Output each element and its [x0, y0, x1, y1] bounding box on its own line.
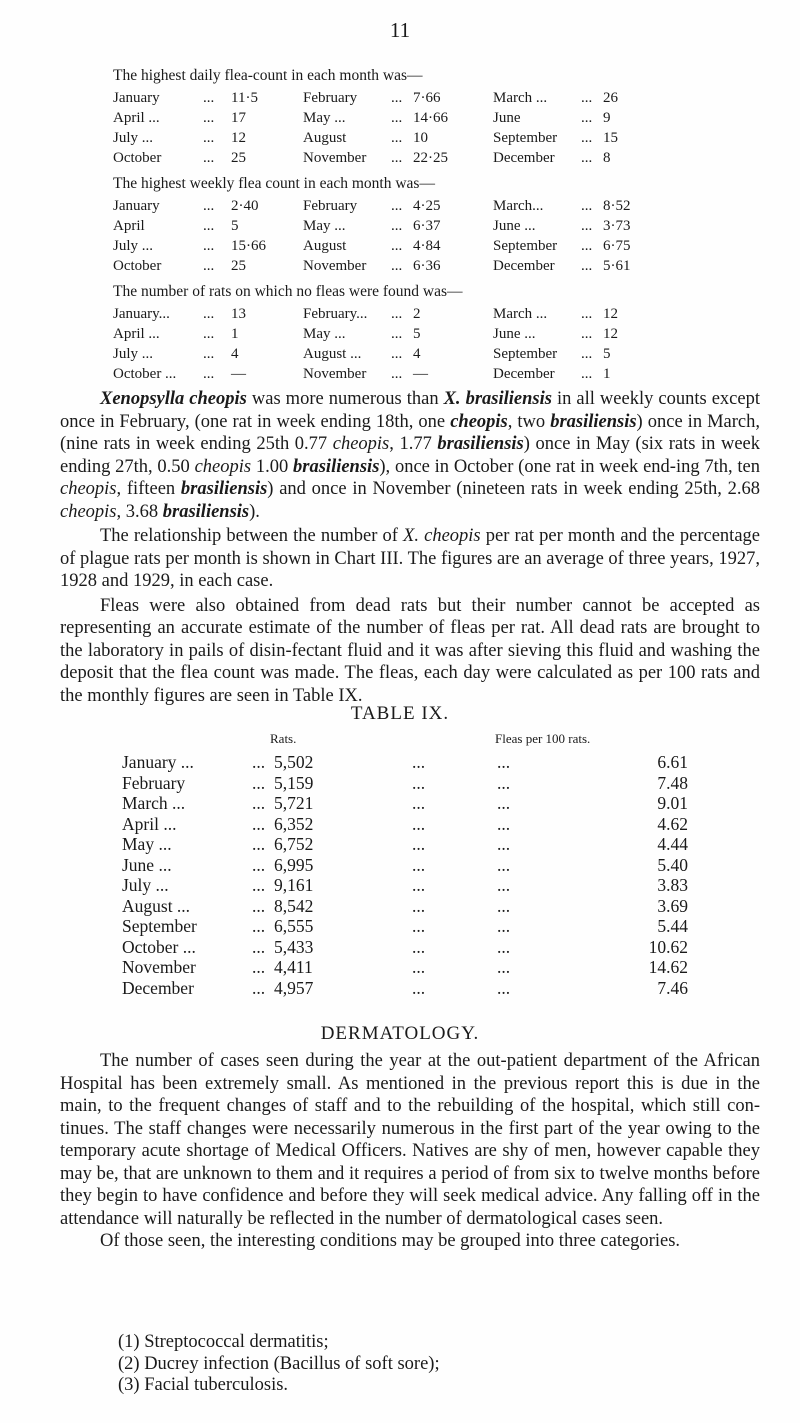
table-row [113, 90, 673, 110]
count-value: — [231, 366, 246, 382]
leader-dots: ... [252, 936, 266, 957]
table-row [122, 957, 722, 978]
table-row [122, 814, 722, 835]
table-row [122, 855, 722, 876]
leader-dots: ... [252, 772, 266, 793]
leader-dots: ... [252, 834, 266, 854]
count-value: 5 [413, 326, 421, 342]
count-value: 25 [231, 150, 246, 166]
leader-dots: ... [412, 834, 426, 854]
count-value: 5 [231, 218, 239, 234]
month-label: August ... [303, 346, 362, 362]
leader-dots: ... [391, 306, 403, 322]
leader-dots: ... [412, 977, 426, 998]
leader-dots: ... [203, 130, 215, 146]
month-label: March ... [493, 306, 548, 322]
month-label: January... [113, 306, 170, 322]
leader-dots: ... [203, 258, 215, 274]
weekly-count-title: The highest weekly flea count in each month was— [113, 175, 435, 192]
leader-dots: ... [497, 895, 511, 916]
month-cell: February [122, 772, 186, 793]
rats-cell: 5,159 [274, 772, 314, 793]
leader-dots: ... [581, 110, 593, 126]
leader-dots: ... [203, 90, 215, 106]
month-label: December [493, 366, 555, 382]
leader-dots: ... [203, 218, 215, 234]
count-value: 12 [231, 130, 246, 146]
leader-dots: ... [412, 895, 426, 916]
month-label: April ... [113, 110, 160, 126]
cheopis-paragraph: Xenopsylla cheopis was more numerous than X. brasiliensis in all weekly counts except once in February, (one rat in week ending 18th, one cheopis, two brasiliensis) once in March, (nine rats in week ending 25th 0.77 cheopis, 1.77 brasiliensis) once in May (six rats in week ending 27th, 0.50 cheopis 1.00 brasiliensis), once in October (one rat in week end-ing 7th, ten cheopis, fifteen brasiliensis) and once in November (nineteen rats in week ending 25th, 2.68 cheopis, 3.68 brasiliensis). The relationship between the number of X. cheopis per rat per month and the percentage of plague rats per month is shown in Chart III. The figures are an average of three years, 1927, 1928 and 1929, in each case. Fleas were also obtained from dead rats but their number cannot be accepted as representing an accurate estimate of the number of fleas per rat. All dead rats are brought to the laboratory in pails of disin-fectant fluid and it was after sieving this fluid and washing the deposit that the flea count was made. The fleas, each day were calculated as per 100 rats and the monthly figures are seen in Table IX. [60, 389, 761, 706]
fleas-cell: 3.69 [657, 895, 688, 916]
count-value: 6·37 [413, 218, 441, 234]
leader-dots: ... [581, 346, 593, 362]
leader-dots: ... [391, 346, 403, 362]
count-value: 4 [231, 346, 239, 362]
count-value: 4·84 [413, 238, 441, 254]
count-value: 15·66 [231, 238, 266, 254]
leader-dots: ... [252, 957, 266, 977]
leader-dots: ... [497, 936, 511, 957]
month-label: December [493, 150, 555, 166]
month-label: August [303, 238, 347, 254]
leader-dots: ... [412, 752, 426, 772]
categories-list [118, 1332, 440, 1397]
count-value: 3·73 [603, 218, 631, 234]
rats-column-header: Rats. [270, 731, 297, 746]
count-value: 17 [231, 110, 246, 126]
count-value: 10 [413, 130, 428, 146]
month-label: April ... [113, 326, 160, 342]
leader-dots: ... [412, 793, 426, 813]
month-cell: September [122, 916, 197, 936]
table-row [113, 130, 673, 150]
table-row [113, 198, 673, 218]
month-label: November [303, 150, 367, 166]
leader-dots: ... [412, 936, 426, 957]
month-cell: December [122, 977, 194, 998]
leader-dots: ... [391, 366, 403, 382]
count-value: 12 [603, 326, 618, 342]
count-value: 13 [231, 306, 246, 322]
leader-dots: ... [391, 110, 403, 126]
leader-dots: ... [581, 238, 593, 254]
leader-dots: ... [412, 957, 426, 977]
month-label: May ... [303, 218, 346, 234]
leader-dots: ... [581, 258, 593, 274]
fleas-cell: 5.44 [657, 916, 688, 936]
month-cell: July ... [122, 875, 169, 895]
month-label: January [113, 90, 160, 106]
month-label: July ... [113, 238, 154, 254]
count-value: — [413, 366, 428, 382]
leader-dots: ... [497, 854, 511, 875]
leader-dots: ... [581, 90, 593, 106]
leader-dots: ... [581, 366, 593, 382]
month-label: February [303, 90, 358, 106]
month-cell: June ... [122, 854, 172, 875]
month-label: September [493, 346, 558, 362]
count-value: 8 [603, 150, 611, 166]
leader-dots: ... [203, 346, 215, 362]
count-value: 1 [603, 366, 611, 382]
leader-dots: ... [203, 110, 215, 126]
leader-dots: ... [581, 198, 593, 214]
leader-dots: ... [391, 130, 403, 146]
count-value: 14·66 [413, 110, 448, 126]
rats-cell: 5,433 [274, 936, 314, 957]
leader-dots: ... [252, 977, 266, 998]
rats-cell: 6,555 [274, 916, 314, 936]
month-label: August [303, 130, 347, 146]
month-cell: August ... [122, 895, 191, 916]
month-label: June ... [493, 326, 536, 342]
leader-dots: ... [581, 150, 593, 166]
table-row [122, 875, 722, 896]
leader-dots: ... [412, 813, 426, 834]
fleas-cell: 14.62 [648, 957, 688, 977]
leader-dots: ... [412, 772, 426, 793]
page-number: 11 [389, 18, 411, 42]
leader-dots: ... [252, 895, 266, 916]
no-flea-table [113, 306, 673, 386]
month-label: September [493, 238, 558, 254]
table-row [113, 110, 673, 130]
fleas-cell: 4.62 [657, 813, 688, 834]
month-label: March... [493, 198, 544, 214]
list-item: (3) Facial tuberculosis. [118, 1375, 289, 1395]
month-label: September [493, 130, 558, 146]
list-item: (2) Ducrey infection (Bacillus of soft sore); [118, 1353, 440, 1374]
month-label: April [113, 218, 145, 234]
count-value: 6·36 [413, 258, 441, 274]
fleas-cell: 4.44 [657, 834, 688, 854]
count-value: 12 [603, 306, 618, 322]
month-label: November [303, 258, 367, 274]
table-row [113, 366, 673, 386]
leader-dots: ... [391, 90, 403, 106]
count-value: 4 [413, 346, 421, 362]
month-cell: May ... [122, 834, 172, 854]
count-value: 6·75 [603, 238, 631, 254]
leader-dots: ... [497, 875, 511, 895]
leader-dots: ... [391, 238, 403, 254]
table-ix [122, 752, 722, 998]
month-label: February [303, 198, 358, 214]
month-label: June [493, 110, 521, 126]
leader-dots: ... [203, 150, 215, 166]
count-value: 8·52 [603, 198, 631, 214]
month-label: July ... [113, 130, 154, 146]
rats-cell: 6,752 [274, 834, 314, 854]
table-row [122, 896, 722, 917]
leader-dots: ... [203, 306, 215, 322]
month-cell: January ... [122, 752, 194, 772]
rats-cell: 6,352 [274, 813, 314, 834]
month-label: October [113, 258, 162, 274]
daily-count-title: The highest daily flea-count in each month was— [113, 67, 423, 84]
count-value: 1 [231, 326, 239, 342]
month-cell: October ... [122, 936, 196, 957]
leader-dots: ... [252, 916, 266, 936]
fleas-cell: 5.40 [657, 854, 688, 875]
table-row [113, 218, 673, 238]
count-value: 5·61 [603, 258, 631, 274]
month-label: November [303, 366, 367, 382]
leader-dots: ... [497, 834, 511, 854]
count-value: 22·25 [413, 150, 448, 166]
rats-cell: 4,411 [274, 957, 313, 977]
count-value: 26 [603, 90, 618, 106]
dead-rats-paragraph: Fleas were also obtained from dead rats but their number cannot be accepted as representing an accurate estimate of the number of fleas per rat. All dead rats are brought to the laboratory in pails of disin-fectant fluid and it was after sieving this fluid and washing the deposit that the flea count was made. The fleas, each day were calculated as per 100 rats and the monthly figures are seen in Table IX. [60, 595, 760, 706]
table-row [122, 773, 722, 794]
leader-dots: ... [391, 150, 403, 166]
leader-dots: ... [497, 916, 511, 936]
dermatology-section [60, 1050, 760, 1253]
table-row [113, 306, 673, 326]
leader-dots: ... [581, 326, 593, 342]
leader-dots: ... [203, 366, 215, 382]
table-row [122, 793, 722, 814]
count-value: 5 [603, 346, 611, 362]
daily-count-table [113, 90, 673, 170]
fleas-column-header: Fleas per 100 rats. [495, 731, 591, 746]
leader-dots: ... [391, 218, 403, 234]
month-cell: April ... [122, 813, 177, 834]
dermatology-paragraph: The number of cases seen during the year at the out-patient department of the African Hospital has been extremely small. As mentioned in the previous report this is due in the main, to the frequent changes of staff and to the rebuilding of the hospital, which still con-tinues. The staff changes were necessarily numerous in the first part of the year owing to the temporary acute shortage of Medical Officers. Natives are shy of men, however capable they may be, that are unknown to them and it requires a period of from six to twelve months before they begin to have confidence and before they will seek medical advice. Any falling off in the attendance will naturally be reflected in the number of dermatological cases seen. [60, 1051, 760, 1229]
leader-dots: ... [497, 772, 511, 793]
table-row [122, 978, 722, 999]
leader-dots: ... [581, 306, 593, 322]
table-row [113, 258, 673, 278]
table-row [113, 150, 673, 170]
rats-cell: 5,502 [274, 752, 314, 772]
leader-dots: ... [203, 238, 215, 254]
leader-dots: ... [203, 198, 215, 214]
leader-dots: ... [252, 854, 266, 875]
leader-dots: ... [581, 130, 593, 146]
month-label: May ... [303, 326, 346, 342]
count-value: 2 [413, 306, 421, 322]
fleas-cell: 7.46 [657, 977, 688, 998]
rats-cell: 5,721 [274, 793, 314, 813]
fleas-cell: 9.01 [657, 793, 688, 813]
month-label: March ... [493, 90, 548, 106]
month-cell: March ... [122, 793, 186, 813]
count-value: 11·5 [231, 90, 258, 106]
month-label: October [113, 150, 162, 166]
count-value: 7·66 [413, 90, 441, 106]
table-row [113, 238, 673, 258]
categories-intro: Of those seen, the interesting conditions may be grouped into three categories. [100, 1231, 681, 1251]
table-row [113, 346, 673, 366]
table-ix-title: TABLE IX. [350, 703, 450, 724]
chart-relationship-paragraph: The relationship between the number of X. cheopis per rat per month and the percentage of plague rats per month is shown in Chart III. The figures are an average of three years, 1927, 1928 and 1929, in each case. [60, 526, 760, 591]
month-label: January [113, 198, 160, 214]
list-item: (1) Streptococcal dermatitis; [118, 1332, 329, 1352]
rats-cell: 6,995 [274, 854, 314, 875]
dermatology-heading: DERMATOLOGY. [320, 1023, 480, 1044]
leader-dots: ... [412, 875, 426, 895]
fleas-cell: 6.61 [657, 752, 688, 772]
leader-dots: ... [252, 813, 266, 834]
table-row [122, 752, 722, 773]
leader-dots: ... [252, 875, 266, 895]
rats-cell: 4,957 [274, 977, 314, 998]
leader-dots: ... [391, 326, 403, 342]
leader-dots: ... [252, 793, 266, 813]
leader-dots: ... [497, 977, 511, 998]
month-cell: November [122, 957, 196, 977]
leader-dots: ... [252, 752, 266, 772]
fleas-cell: 7.48 [657, 772, 688, 793]
leader-dots: ... [391, 198, 403, 214]
table-row [122, 937, 722, 958]
weekly-count-table [113, 198, 673, 278]
month-label: February... [303, 306, 368, 322]
no-flea-title: The number of rats on which no fleas were found was— [113, 283, 463, 300]
month-label: June ... [493, 218, 536, 234]
leader-dots: ... [203, 326, 215, 342]
leader-dots: ... [391, 258, 403, 274]
month-label: July ... [113, 346, 154, 362]
leader-dots: ... [581, 218, 593, 234]
table-row [122, 834, 722, 855]
count-value: 2·40 [231, 198, 259, 214]
leader-dots: ... [497, 813, 511, 834]
month-label: October ... [113, 366, 177, 382]
month-label: December [493, 258, 555, 274]
leader-dots: ... [497, 793, 511, 813]
leader-dots: ... [497, 752, 511, 772]
fleas-cell: 10.62 [648, 936, 688, 957]
table-row [122, 916, 722, 937]
count-value: 4·25 [413, 198, 441, 214]
count-value: 9 [603, 110, 611, 126]
fleas-cell: 3.83 [657, 875, 688, 895]
month-label: May ... [303, 110, 346, 126]
table-row [113, 326, 673, 346]
rats-cell: 9,161 [274, 875, 314, 895]
count-value: 15 [603, 130, 618, 146]
leader-dots: ... [497, 957, 511, 977]
leader-dots: ... [412, 916, 426, 936]
count-value: 25 [231, 258, 246, 274]
leader-dots: ... [412, 854, 426, 875]
rats-cell: 8,542 [274, 895, 314, 916]
